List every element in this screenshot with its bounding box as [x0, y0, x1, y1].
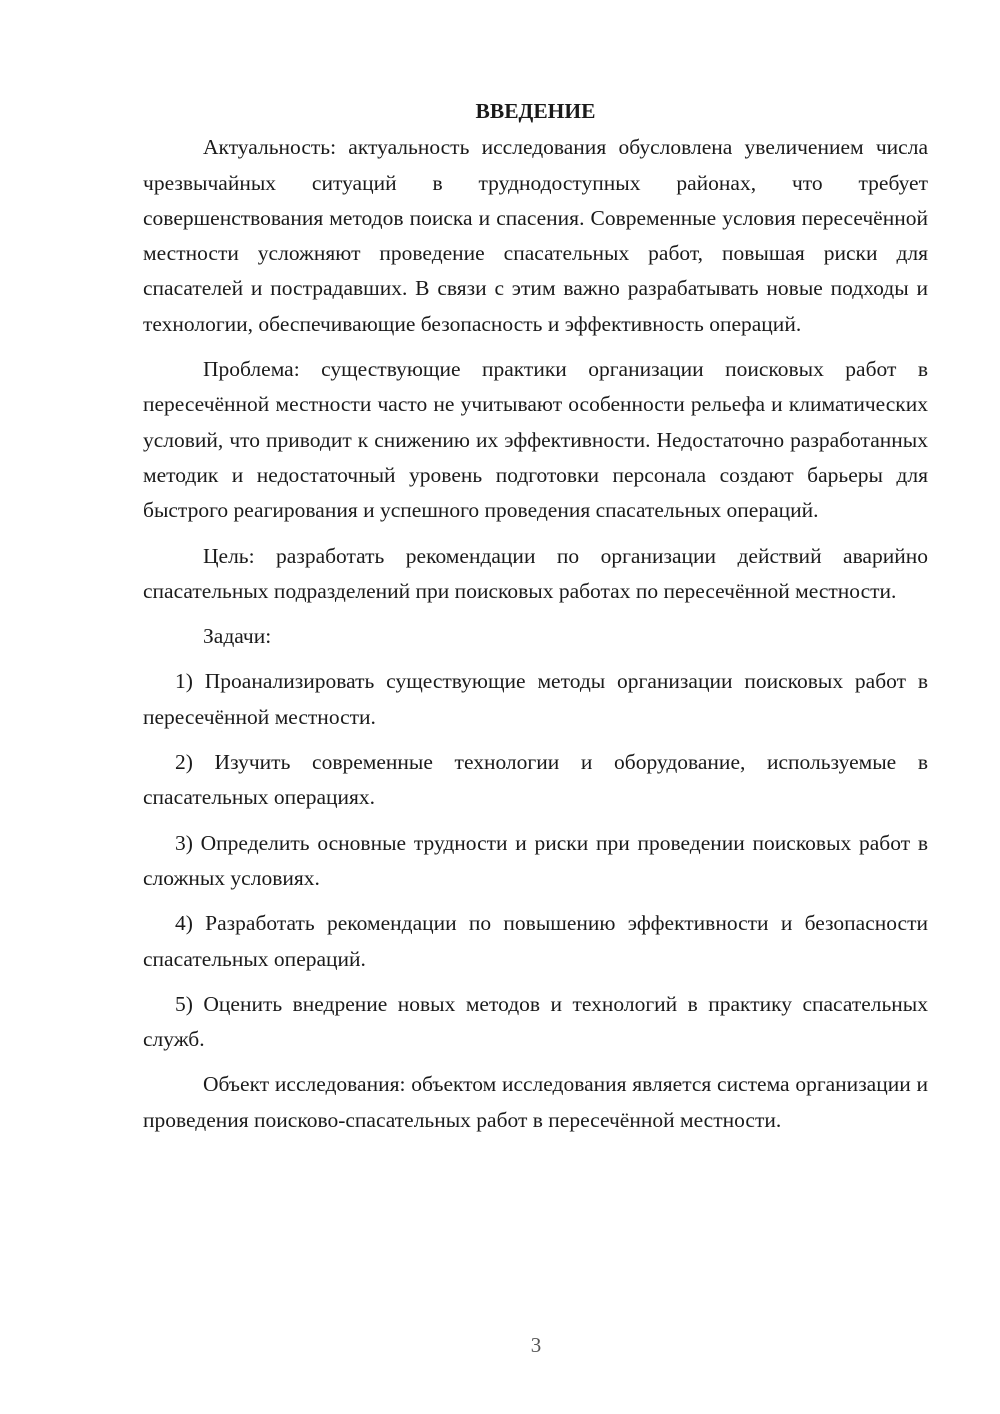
paragraph-problem: Проблема: существующие практики организации поисковых работ в пересечённой местности часто не учитывают особенности рельефа и климатических условий, что приводит к снижению их эффективности. Недостаточно разработанных методик и недостаточный уровень подготовки персонала создают барьеры для быстрого реагирования и успешного проведения спасательных операций. — [143, 357, 928, 523]
task-item-3: 3) Определить основные трудности и риски при проведении поисковых работ в сложных условиях. — [143, 830, 928, 890]
section-heading: ВВЕДЕНИЕ — [475, 99, 596, 123]
paragraph-object: Объект исследования: объектом исследования является система организации и проведения поисково-спасательных работ в пересечённой местности. — [143, 1072, 928, 1132]
task-item-5: 5) Оценить внедрение новых методов и технологий в практику спасательных служб. — [143, 991, 928, 1052]
task-item-1: 1) Проанализировать существующие методы организации поисковых работ в пересечённой местности. — [143, 669, 928, 729]
task-item-2: 2) Изучить современные технологии и оборудование, используемые в спасательных операциях. — [143, 750, 928, 810]
tasks-label: Задачи: — [203, 624, 272, 649]
paragraph-relevance: Актуальность: актуальность исследования обусловлена увеличением числа чрезвычайных ситуаций в труднодоступных районах, что требует совершенствования методов поиска и спасения. Современные условия пересечённой местности усложняют проведение спасательных работ, повышая риски для спасателей и пострадавших. В связи с этим важно разрабатывать новые подходы и технологии, обеспечивающие безопасность и эффективность операций. — [143, 135, 928, 336]
task-item-4: 4) Разработать рекомендации по повышению эффективности и безопасности спасательных операций. — [143, 911, 928, 971]
page-number: 3 — [530, 1333, 542, 1357]
page-content — [143, 94, 928, 1138]
paragraph-goal: Цель: разработать рекомендации по организации действий аварийно спасательных подразделений при поисковых работах по пересечённой местности. — [143, 543, 928, 603]
